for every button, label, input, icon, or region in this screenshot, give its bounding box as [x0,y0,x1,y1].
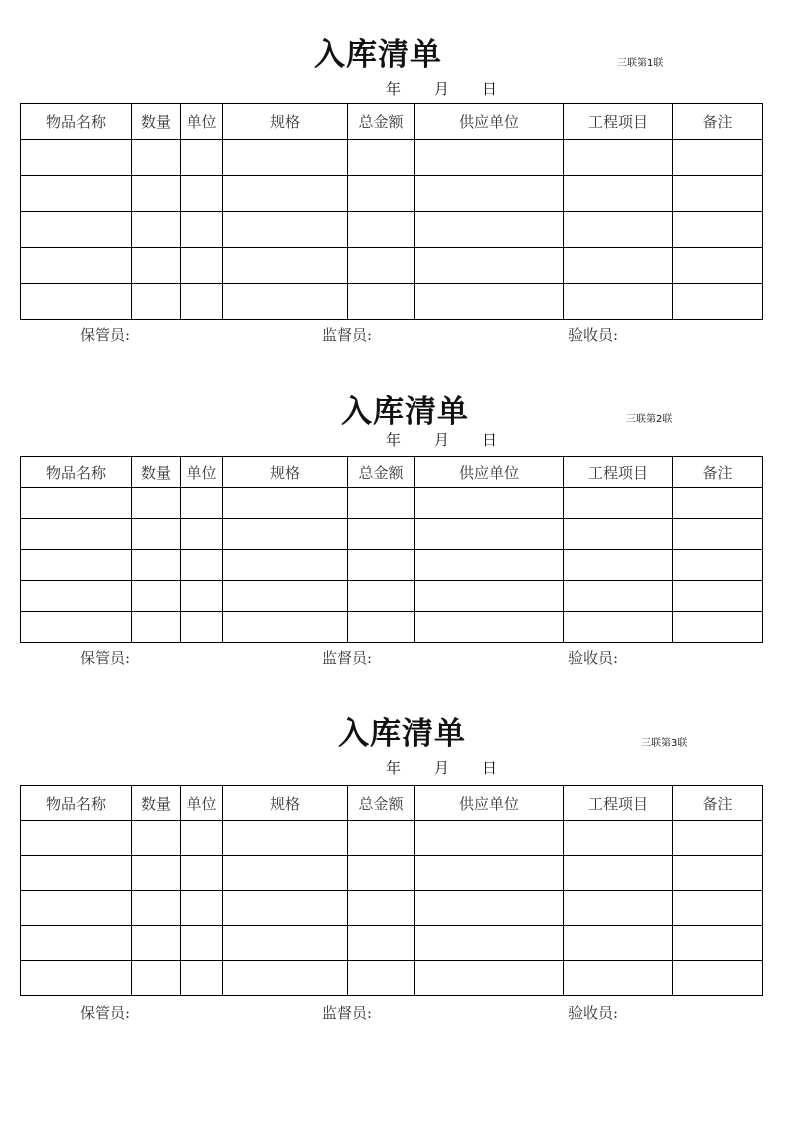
table-row [21,821,763,856]
table-cell[interactable] [564,212,673,248]
table-cell[interactable] [132,176,181,212]
table-cell[interactable] [132,612,181,643]
table-cell[interactable] [348,856,415,891]
table-row [21,961,763,996]
table-cell[interactable] [415,248,564,284]
keeper-signature-label: 保管员: [80,1004,131,1022]
date-line [386,80,497,98]
table-cell[interactable] [181,488,223,519]
table-cell[interactable] [564,821,673,856]
table-cell[interactable] [223,891,348,926]
table-cell[interactable] [348,488,415,519]
table-cell[interactable] [21,961,132,996]
header-unit: 单位 [181,457,223,488]
items-table [20,456,763,643]
table-header-row [21,104,763,140]
header-spec: 规格 [223,457,348,488]
date-day: 日 [482,431,498,449]
table-cell[interactable] [181,612,223,643]
table-cell[interactable] [21,612,132,643]
table-header-row [21,786,763,821]
table-cell[interactable] [415,550,564,581]
table-cell[interactable] [564,961,673,996]
table-cell[interactable] [223,581,348,612]
header-quantity: 数量 [132,786,181,821]
table-cell[interactable] [564,926,673,961]
table-cell[interactable] [673,488,763,519]
table-cell[interactable] [673,550,763,581]
table-cell[interactable] [181,961,223,996]
table-cell[interactable] [21,212,132,248]
date-month: 月 [434,759,450,777]
table-row [21,519,763,550]
header-item-name: 物品名称 [21,786,132,821]
table-cell[interactable] [223,248,348,284]
items-table [20,103,763,320]
copy-number-label: 三联第2联 [626,414,673,425]
date-month: 月 [434,431,450,449]
form-title: 入库清单 [341,394,469,430]
table-cell[interactable] [673,612,763,643]
table-cell[interactable] [21,140,132,176]
table-cell[interactable] [223,612,348,643]
table-cell[interactable] [564,550,673,581]
table-cell[interactable] [564,856,673,891]
header-supplier: 供应单位 [415,104,564,140]
date-day: 日 [482,759,498,777]
keeper-signature-label: 保管员: [80,649,131,667]
table-cell[interactable] [673,140,763,176]
header-total-amount: 总金额 [348,457,415,488]
header-total-amount: 总金额 [348,786,415,821]
table-cell[interactable] [564,284,673,320]
table-cell[interactable] [223,821,348,856]
table-cell[interactable] [673,856,763,891]
table-cell[interactable] [132,961,181,996]
table-cell[interactable] [181,212,223,248]
header-supplier: 供应单位 [415,457,564,488]
table-row [21,926,763,961]
table-cell[interactable] [181,891,223,926]
table-cell[interactable] [415,926,564,961]
table-cell[interactable] [132,488,181,519]
table-cell[interactable] [348,176,415,212]
table-cell[interactable] [223,961,348,996]
table-row [21,856,763,891]
header-project: 工程项目 [564,104,673,140]
table-cell[interactable] [564,519,673,550]
form-title: 入库清单 [338,716,466,752]
table-cell[interactable] [181,581,223,612]
header-item-name: 物品名称 [21,457,132,488]
header-project: 工程项目 [564,786,673,821]
table-cell[interactable] [415,284,564,320]
table-cell[interactable] [673,926,763,961]
table-cell[interactable] [673,581,763,612]
header-item-name: 物品名称 [21,104,132,140]
table-cell[interactable] [564,140,673,176]
table-cell[interactable] [415,821,564,856]
table-cell[interactable] [181,926,223,961]
table-cell[interactable] [132,926,181,961]
table-cell[interactable] [415,891,564,926]
table-cell[interactable] [415,581,564,612]
table-cell[interactable] [132,821,181,856]
table-row [21,248,763,284]
table-cell[interactable] [348,284,415,320]
header-remarks: 备注 [673,457,763,488]
table-cell[interactable] [21,248,132,284]
table-cell[interactable] [673,961,763,996]
table-cell[interactable] [564,488,673,519]
table-cell[interactable] [564,248,673,284]
table-cell[interactable] [348,581,415,612]
date-line [386,759,497,777]
supervisor-signature-label: 监督员: [322,649,373,667]
date-day: 日 [482,80,498,98]
table-row [21,581,763,612]
table-cell[interactable] [21,581,132,612]
header-quantity: 数量 [132,457,181,488]
table-cell[interactable] [132,856,181,891]
table-cell[interactable] [415,961,564,996]
table-cell[interactable] [21,488,132,519]
inspector-signature-label: 验收员: [568,326,619,344]
table-cell[interactable] [348,821,415,856]
table-row [21,488,763,519]
table-cell[interactable] [415,140,564,176]
table-cell[interactable] [348,140,415,176]
inspector-signature-label: 验收员: [568,1004,619,1022]
header-remarks: 备注 [673,786,763,821]
table-cell[interactable] [673,891,763,926]
table-cell[interactable] [21,891,132,926]
table-cell[interactable] [348,519,415,550]
table-row [21,212,763,248]
table-cell[interactable] [181,519,223,550]
table-cell[interactable] [348,926,415,961]
table-row [21,176,763,212]
table-cell[interactable] [21,821,132,856]
supervisor-signature-label: 监督员: [322,326,373,344]
table-cell[interactable] [181,856,223,891]
table-cell[interactable] [21,284,132,320]
table-cell[interactable] [348,248,415,284]
header-unit: 单位 [181,104,223,140]
inspector-signature-label: 验收员: [568,649,619,667]
header-spec: 规格 [223,104,348,140]
table-cell[interactable] [223,550,348,581]
table-cell[interactable] [132,519,181,550]
header-unit: 单位 [181,786,223,821]
table-cell[interactable] [132,248,181,284]
table-cell[interactable] [223,212,348,248]
table-cell[interactable] [223,488,348,519]
table-cell[interactable] [564,581,673,612]
date-year: 年 [386,80,402,98]
table-cell[interactable] [673,212,763,248]
table-cell[interactable] [415,612,564,643]
table-cell[interactable] [673,821,763,856]
table-cell[interactable] [223,856,348,891]
header-supplier: 供应单位 [415,786,564,821]
table-cell[interactable] [223,519,348,550]
table-cell[interactable] [181,284,223,320]
table-cell[interactable] [223,284,348,320]
table-cell[interactable] [223,176,348,212]
table-cell[interactable] [21,550,132,581]
table-cell[interactable] [181,140,223,176]
table-cell[interactable] [132,550,181,581]
table-cell[interactable] [564,891,673,926]
copy-number-label: 三联第3联 [641,738,688,749]
table-cell[interactable] [348,550,415,581]
table-row [21,891,763,926]
table-row [21,140,763,176]
date-year: 年 [386,759,402,777]
table-cell[interactable] [132,581,181,612]
header-spec: 规格 [223,786,348,821]
table-header-row [21,457,763,488]
table-cell[interactable] [415,519,564,550]
table-row [21,550,763,581]
date-year: 年 [386,431,402,449]
table-cell[interactable] [415,212,564,248]
table-cell[interactable] [132,891,181,926]
header-project: 工程项目 [564,457,673,488]
table-cell[interactable] [21,856,132,891]
table-cell[interactable] [181,176,223,212]
table-cell[interactable] [21,926,132,961]
form-title: 入库清单 [314,37,442,73]
table-cell[interactable] [415,856,564,891]
table-cell[interactable] [348,612,415,643]
header-remarks: 备注 [673,104,763,140]
table-cell[interactable] [223,140,348,176]
table-cell[interactable] [348,961,415,996]
table-cell[interactable] [415,488,564,519]
table-cell[interactable] [564,612,673,643]
table-cell[interactable] [21,519,132,550]
header-quantity: 数量 [132,104,181,140]
copy-number-label: 三联第1联 [617,58,664,69]
header-total-amount: 总金额 [348,104,415,140]
table-cell[interactable] [181,821,223,856]
table-cell[interactable] [132,284,181,320]
table-cell[interactable] [223,926,348,961]
table-cell[interactable] [181,550,223,581]
date-month: 月 [434,80,450,98]
table-row [21,612,763,643]
table-cell[interactable] [673,176,763,212]
date-line [386,431,497,449]
table-cell[interactable] [673,519,763,550]
items-table [20,785,763,996]
table-row [21,284,763,320]
table-cell[interactable] [564,176,673,212]
table-cell[interactable] [181,248,223,284]
table-cell[interactable] [415,176,564,212]
table-cell[interactable] [673,284,763,320]
keeper-signature-label: 保管员: [80,326,131,344]
table-cell[interactable] [132,212,181,248]
table-cell[interactable] [348,891,415,926]
supervisor-signature-label: 监督员: [322,1004,373,1022]
table-cell[interactable] [21,176,132,212]
table-cell[interactable] [673,248,763,284]
table-cell[interactable] [132,140,181,176]
table-cell[interactable] [348,212,415,248]
